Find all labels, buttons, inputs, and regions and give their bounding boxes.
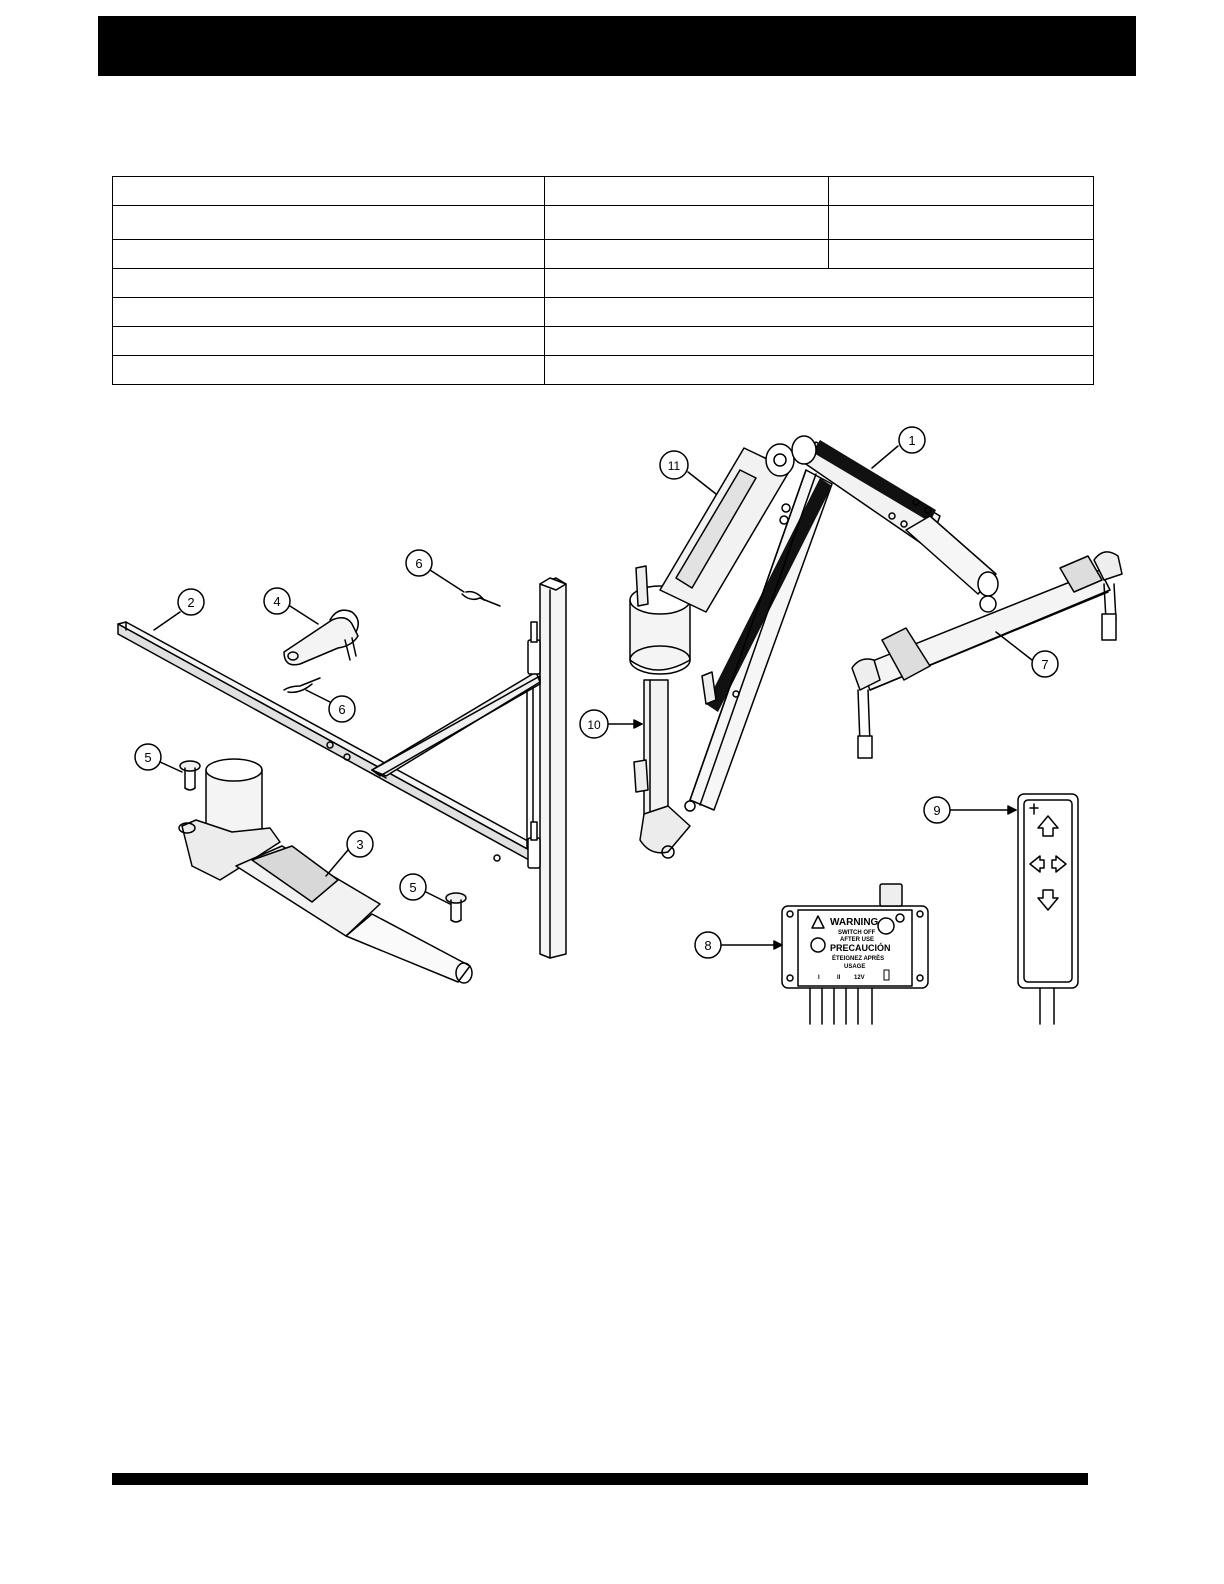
- control-box-port-2: II: [837, 975, 841, 981]
- table-cell: [113, 269, 545, 298]
- clevis-pin-part: [446, 893, 466, 922]
- control-box-after-use: AFTER USE: [840, 937, 875, 943]
- svg-text:9: 9: [933, 803, 941, 818]
- control-box-warning: WARNING: [830, 917, 879, 928]
- table-row: [113, 327, 1094, 356]
- svg-text:1: 1: [908, 433, 916, 448]
- table-cell: [113, 327, 545, 356]
- table-row: [113, 240, 1094, 269]
- callout-4: [264, 588, 318, 624]
- callout-2: [154, 589, 204, 630]
- table-cell: [545, 206, 829, 240]
- callout-10: [580, 710, 642, 738]
- svg-text:6: 6: [415, 556, 423, 571]
- table-cell: [113, 356, 545, 385]
- control-box-usage: USAGE: [844, 964, 866, 970]
- table-row: [113, 177, 1094, 206]
- svg-text:6: 6: [338, 702, 346, 717]
- svg-text:5: 5: [409, 880, 417, 895]
- hand-pendant-part: [1018, 794, 1078, 1024]
- svg-text:8: 8: [704, 938, 712, 953]
- table-row: [113, 356, 1094, 385]
- table-cell: [113, 177, 545, 206]
- control-box-switch-off: SWITCH OFF: [838, 930, 876, 936]
- table-cell: [113, 298, 545, 327]
- table-cell: [829, 177, 1094, 206]
- control-box-part: [782, 884, 928, 1024]
- callout-5: [135, 744, 182, 772]
- table-cell: [545, 327, 1094, 356]
- callout-6: [306, 690, 355, 722]
- callout-9: [924, 797, 1016, 823]
- table-cell: [829, 240, 1094, 269]
- callout-5: [400, 874, 450, 904]
- table-cell: [545, 177, 829, 206]
- spec-table: [112, 176, 1094, 385]
- hitch-pin-part: [462, 592, 500, 606]
- header-bar: [98, 16, 1136, 76]
- table-cell: [113, 206, 545, 240]
- table-cell: [545, 240, 829, 269]
- svg-text:7: 7: [1041, 657, 1049, 672]
- callout-8: [695, 932, 782, 958]
- control-box-eteignez: ÉTEIGNEZ APRÈS: [832, 956, 885, 962]
- svg-text:2: 2: [187, 595, 195, 610]
- callout-1: [872, 427, 925, 468]
- callout-11: [660, 451, 716, 494]
- table-cell: [545, 269, 1094, 298]
- pivot-bracket-part: [284, 610, 358, 665]
- table-row: [113, 206, 1094, 240]
- table-cell: [545, 298, 1094, 327]
- control-box-precaucion: PRECAUCIÓN: [830, 943, 891, 953]
- svg-text:11: 11: [667, 459, 681, 473]
- svg-text:4: 4: [273, 594, 281, 609]
- parts-exploded-diagram: [100, 420, 1130, 1030]
- svg-text:3: 3: [356, 837, 364, 852]
- footer-bar: [112, 1473, 1088, 1485]
- callout-6: [406, 550, 464, 592]
- clevis-pin-part: [180, 761, 200, 790]
- svg-text:10: 10: [587, 718, 601, 732]
- table-cell: [545, 356, 1094, 385]
- callout-3: [326, 831, 373, 876]
- control-box-voltage: 12V: [854, 975, 865, 981]
- callout-7: [996, 632, 1058, 677]
- table-cell: [113, 240, 545, 269]
- table-row: [113, 298, 1094, 327]
- hitch-pin-part: [284, 678, 320, 692]
- table-cell: [829, 206, 1094, 240]
- svg-text:5: 5: [144, 750, 152, 765]
- control-box-port-1: I: [818, 975, 820, 981]
- table-row: [113, 269, 1094, 298]
